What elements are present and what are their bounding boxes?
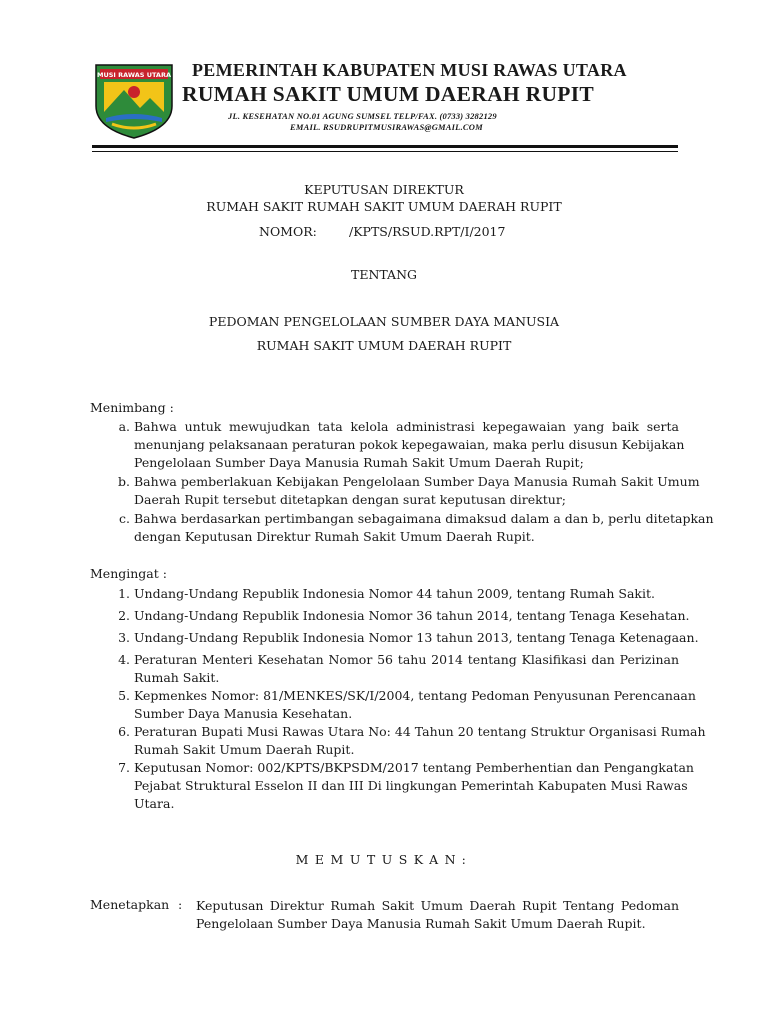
menetapkan-colon: : xyxy=(178,897,183,912)
list-marker: 7. xyxy=(118,760,130,775)
list-marker: 6. xyxy=(118,724,130,739)
list-text: Daerah Rupit tersebut ditetapkan dengan surat keputusan direktur; xyxy=(134,492,567,507)
list-item xyxy=(90,510,714,546)
list-marker: a. xyxy=(118,419,130,434)
letterhead-hospital-name: RUMAH SAKIT UMUM DAERAH RUPIT xyxy=(182,82,595,106)
decision-issuer: RUMAH SAKIT RUMAH SAKIT UMUM DAERAH RUPIT xyxy=(206,199,562,214)
letterhead-divider-thick xyxy=(92,145,678,148)
list-text: Bahwa untuk mewujudkan tata kelola administrasi kepegawaian yang baik serta xyxy=(134,419,679,434)
list-text: Pejabat Struktural Esselon II dan III Di lingkungan Pemerintah Kabupaten Musi Rawas xyxy=(134,778,688,793)
list-text: Rumah Sakit Umum Daerah Rupit. xyxy=(134,742,355,757)
decision-title: KEPUTUSAN DIREKTUR xyxy=(304,182,464,197)
list-item xyxy=(90,651,679,687)
menetapkan-text xyxy=(196,897,679,933)
list-text: Pengelolaan Sumber Daya Manusia Rumah Sakit Umum Daerah Rupit; xyxy=(134,455,584,470)
list-marker: 5. xyxy=(118,688,130,703)
list-text: Bahwa pemberlakuan Kebijakan Pengelolaan Sumber Daya Manusia Rumah Sakit Umum xyxy=(134,474,700,489)
list-text: Undang-Undang Republik Indonesia Nomor 13 tahun 2013, tentang Tenaga Ketenagaan. xyxy=(134,630,699,645)
list-item xyxy=(90,418,685,472)
letterhead-email: EMAIL. RSUDRUPITMUSIRAWAS@GMAIL.COM xyxy=(290,122,483,132)
menimbang-label: Menimbang : xyxy=(90,400,174,415)
list-item xyxy=(90,687,696,723)
list-text: Undang-Undang Republik Indonesia Nomor 36 tahun 2014, tentang Tenaga Kesehatan. xyxy=(134,608,690,623)
list-item xyxy=(90,759,694,813)
list-marker: 3. xyxy=(118,630,130,645)
letterhead-address: JL. KESEHATAN NO.01 AGUNG SUMSEL TELP/FAX. (0733) 3282129 xyxy=(228,111,497,121)
regency-emblem-logo xyxy=(92,62,176,140)
list-marker: 4. xyxy=(118,652,130,667)
menetapkan-line: Pengelolaan Sumber Daya Manusia Rumah Sakit Umum Daerah Rupit. xyxy=(196,916,646,931)
list-item xyxy=(90,585,679,603)
memutuskan-heading: MEMUTUSKAN: xyxy=(295,852,473,867)
list-marker: 1. xyxy=(118,586,130,601)
list-item xyxy=(90,629,699,647)
menetapkan-line: Keputusan Direktur Rumah Sakit Umum Daerah Rupit Tentang Pedoman xyxy=(196,898,679,913)
tentang-heading: TENTANG xyxy=(350,267,417,282)
list-text: Keputusan Nomor: 002/KPTS/BKPSDM/2017 tentang Pemberhentian dan Pengangkatan xyxy=(134,760,694,775)
list-text: dengan Keputusan Direktur Rumah Sakit Umum Daerah Rupit. xyxy=(134,529,535,544)
mengingat-label: Mengingat : xyxy=(90,566,167,581)
list-marker: b. xyxy=(118,474,130,489)
nomor-label: NOMOR: xyxy=(259,224,317,239)
list-text: Utara. xyxy=(134,796,175,811)
list-text: Kepmenkes Nomor: 81/MENKES/SK/I/2004, tentang Pedoman Penyusunan Perencanaan xyxy=(134,688,696,703)
list-text: Peraturan Bupati Musi Rawas Utara No: 44 Tahun 20 tentang Struktur Organisasi Rumah xyxy=(134,724,706,739)
list-text: menunjang pelaksanaan peraturan pokok kepegawaian, maka perlu disusun Kebijakan xyxy=(134,437,685,452)
list-text: Peraturan Menteri Kesehatan Nomor 56 tahu 2014 tentang Klasifikasi dan Perizinan xyxy=(134,652,679,667)
list-text: Rumah Sakit. xyxy=(134,670,220,685)
nomor-value: /KPTS/RSUD.RPT/I/2017 xyxy=(349,224,506,239)
letterhead-divider-thin xyxy=(92,151,678,152)
subject-line-1: PEDOMAN PENGELOLAAN SUMBER DAYA MANUSIA xyxy=(208,314,560,329)
subject-line-2: RUMAH SAKIT UMUM DAERAH RUPIT xyxy=(256,338,512,353)
logo-banner-text: MUSI RAWAS UTARA xyxy=(97,71,171,79)
list-marker: c. xyxy=(119,511,130,526)
list-item xyxy=(90,473,700,509)
list-text: Bahwa berdasarkan pertimbangan sebagaimana dimaksud dalam a dan b, perlu ditetapkan xyxy=(134,511,714,526)
list-item xyxy=(90,607,690,625)
menetapkan-label: Menetapkan xyxy=(90,897,170,912)
list-text: Undang-Undang Republik Indonesia Nomor 44 tahun 2009, tentang Rumah Sakit. xyxy=(134,586,655,601)
list-marker: 2. xyxy=(118,608,130,623)
list-item xyxy=(90,723,706,759)
letterhead-org-name: PEMERINTAH KABUPATEN MUSI RAWAS UTARA xyxy=(192,60,627,80)
list-text: Sumber Daya Manusia Kesehatan. xyxy=(134,706,353,721)
